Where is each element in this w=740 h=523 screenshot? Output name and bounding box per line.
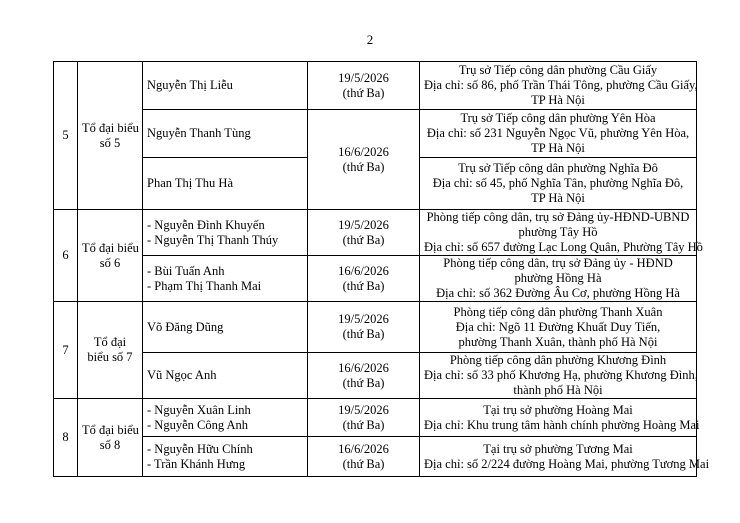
group-name: Tổ đại biểu số 8 (78, 399, 143, 477)
delegate-names: Vũ Ngọc Anh (143, 353, 308, 399)
group-number: 8 (54, 399, 78, 477)
delegate-names: Phan Thị Thu Hà (143, 158, 308, 210)
reception-place: Phòng tiếp công dân phường Khương Đình Địa chỉ: số 33 phố Khương Hạ, phường Khương Đình, thành phố Hà Nội (420, 353, 697, 399)
reception-place: Tại trụ sở phường Hoàng Mai Địa chỉ: Khu trung tâm hành chính phường Hoàng Mai (420, 399, 697, 437)
reception-date: 16/6/2026 (thứ Ba) (308, 353, 420, 399)
reception-date: 16/6/2026 (thứ Ba) (308, 437, 420, 477)
reception-date: 16/6/2026 (thứ Ba) (308, 110, 420, 210)
group-name: Tổ đại biểu số 7 (78, 302, 143, 399)
reception-place: Trụ sở Tiếp công dân phường Cầu Giấy Địa chỉ: số 86, phố Trần Thái Tông, phường Cầu Giấy, TP Hà Nội (420, 62, 697, 110)
group-name: Tổ đại biểu số 6 (78, 210, 143, 302)
delegate-names: - Nguyễn Xuân Linh - Nguyễn Công Anh (143, 399, 308, 437)
reception-date: 19/5/2026 (thứ Ba) (308, 399, 420, 437)
reception-date: 19/5/2026 (thứ Ba) (308, 302, 420, 353)
group-number: 6 (54, 210, 78, 302)
schedule-table (53, 61, 710, 477)
table-row (54, 110, 697, 158)
table-row (54, 302, 697, 353)
reception-date: 19/5/2026 (thứ Ba) (308, 62, 420, 110)
delegate-names: Nguyễn Thanh Tùng (143, 110, 308, 158)
reception-place: Trụ sở Tiếp công dân phường Nghĩa Đô Địa chỉ: số 45, phố Nghĩa Tân, phường Nghĩa Đô, TP Hà Nội (420, 158, 697, 210)
table-row (54, 399, 697, 437)
reception-place: Tại trụ sở phường Tương Mai Địa chỉ: số 2/224 đường Hoàng Mai, phường Tương Mai (420, 437, 697, 477)
reception-place: Phòng tiếp công dân, trụ sở Đảng ủy-HĐND-UBND phường Tây Hồ Địa chỉ: số 657 đường Lạc Long Quân, Phường Tây Hồ (420, 210, 697, 256)
reception-place: Phòng tiếp công dân, trụ sở Đảng ủy - HĐND phường Hồng Hà Địa chỉ: số 362 Đường Âu Cơ, phường Hồng Hà (420, 256, 697, 302)
table-row (54, 256, 697, 302)
delegate-names: Nguyễn Thị Liễu (143, 62, 308, 110)
page-number: 2 (366, 32, 374, 47)
table-row (54, 210, 697, 256)
delegate-names: Võ Đăng Dũng (143, 302, 308, 353)
table-row (54, 62, 697, 110)
reception-date: 19/5/2026 (thứ Ba) (308, 210, 420, 256)
group-name: Tổ đại biểu số 5 (78, 62, 143, 210)
group-number: 5 (54, 62, 78, 210)
delegate-names: - Nguyễn Đình Khuyến - Nguyễn Thị Thanh Thúy (143, 210, 308, 256)
table-row (54, 353, 697, 399)
table-row (54, 437, 697, 477)
delegate-names: - Bùi Tuấn Anh - Phạm Thị Thanh Mai (143, 256, 308, 302)
reception-place: Phòng tiếp công dân phường Thanh Xuân Địa chỉ: Ngõ 11 Đường Khuất Duy Tiến, phường Thanh Xuân, thành phố Hà Nội (420, 302, 697, 353)
reception-place: Trụ sở Tiếp công dân phường Yên Hòa Địa chỉ: số 231 Nguyễn Ngọc Vũ, phường Yên Hòa, TP Hà Nội (420, 110, 697, 158)
delegate-names: - Nguyễn Hữu Chính - Trần Khánh Hưng (143, 437, 308, 477)
group-number: 7 (54, 302, 78, 399)
reception-date: 16/6/2026 (thứ Ba) (308, 256, 420, 302)
